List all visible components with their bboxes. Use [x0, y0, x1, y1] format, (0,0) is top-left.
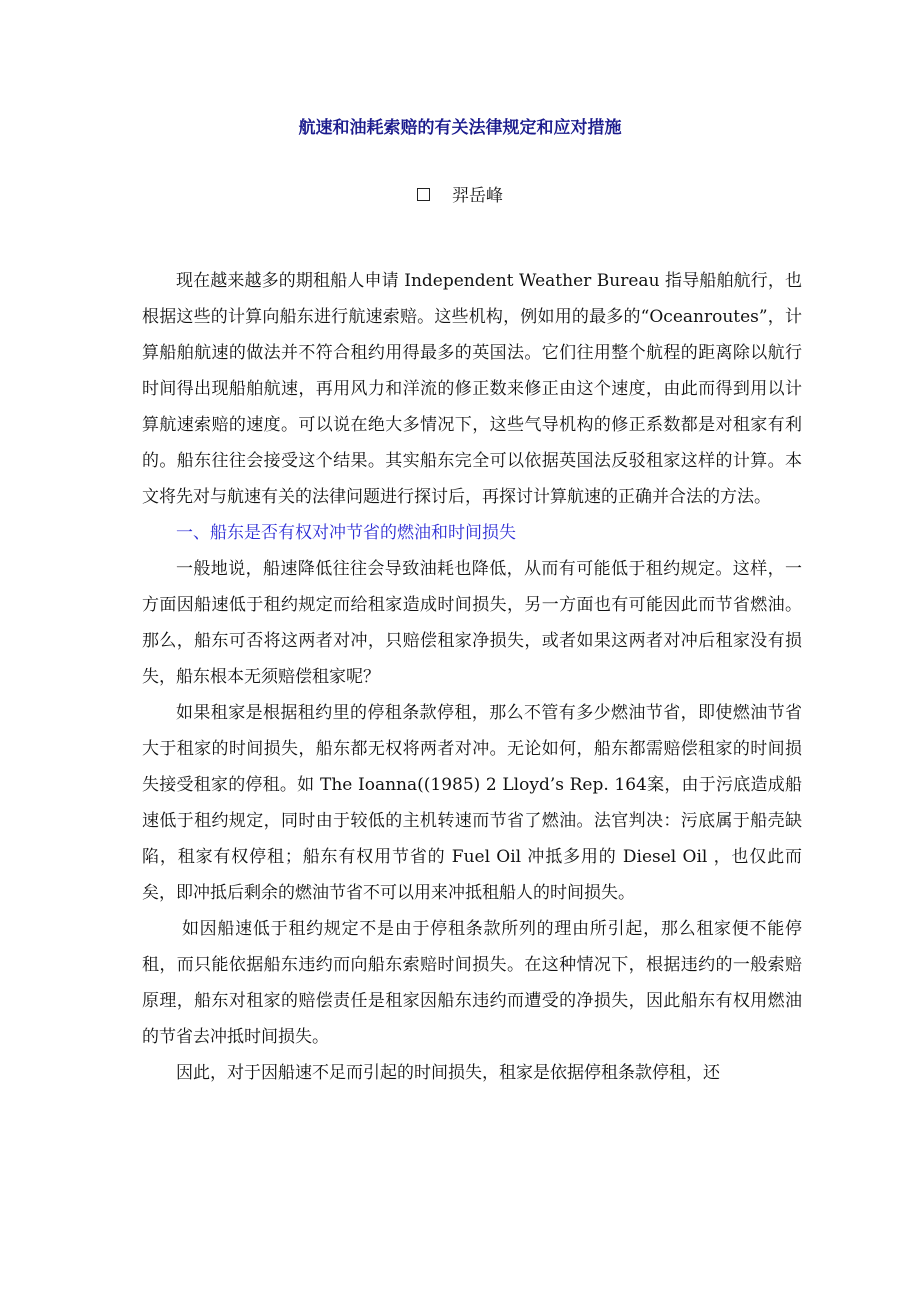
author-name: 羿岳峰 — [452, 186, 503, 206]
body-paragraph: 如因船速低于租约规定不是由于停租条款所列的理由所引起，那么租家便不能停租，而只能依据船东违约而向船东索赔时间损失。在这种情况下，根据违约的一般索赔原理，船东对租家的赔偿责任是租家因船东违约而遭受的净损失，因此船东有权用燃油的节省去冲抵时间损失。 — [142, 919, 802, 1047]
document-body — [142, 263, 802, 1091]
document-title: 航速和油耗索赔的有关法律规定和应对措施 — [298, 118, 622, 138]
section-heading: 一、船东是否有权对冲节省的燃油和时间损失 — [176, 523, 516, 543]
body-paragraph: 因此，对于因船速不足而引起的时间损失，租家是依据停租条款停租，还 — [176, 1063, 720, 1083]
checkbox-icon — [417, 188, 430, 201]
body-paragraph: 一般地说，船速降低往往会导致油耗也降低，从而有可能低于租约规定。这样，一方面因船速低于租约规定而给租家造成时间损失，另一方面也有可能因此而节省燃油。那么，船东可否将这两者对冲，只赔偿租家净损失，或者如果这两者对冲后租家没有损失，船东根本无须赔偿租家呢？ — [142, 559, 802, 687]
author-line — [0, 181, 920, 206]
intro-paragraph: 现在越来越多的期租船人申请 Independent Weather Bureau 指导船舶航行，也根据这些的计算向船东进行航速索赔。这些机构，例如用的最多的“Oceanroutes”，计算船舶航速的做法并不符合租约用得最多的英国法。它们往用整个航程的距离除以航行时间得出现船舶航速，再用风力和洋流的修正数来修正由这个速度，由此而得到用以计算航速索赔的速度。可以说在绝大多情况下，这些气导机构的修正系数都是对租家有利的。船东往往会接受这个结果。其实船东完全可以依据英国法反驳租家这样的计算。本文将先对与航速有关的法律问题进行探讨后，再探讨计算航速的正确并合法的方法。 — [142, 271, 802, 507]
body-paragraph: 如果租家是根据租约里的停租条款停租，那么不管有多少燃油节省，即使燃油节省大于租家的时间损失，船东都无权将两者对冲。无论如何，船东都需赔偿租家的时间损失接受租家的停租。如 The Ioanna((1985) 2 Lloyd’s Rep. 164案，由于污底造成船速低于租约规定，同时由于较低的主机转速而节省了燃油。法官判决：污底属于船壳缺陷，租家有权停租；船东有权用节省的 Fuel Oil 冲抵多用的 Diesel Oil ，也仅此而矣，即冲抵后剩余的燃油节省不可以用来冲抵租船人的时间损失。 — [142, 703, 802, 903]
